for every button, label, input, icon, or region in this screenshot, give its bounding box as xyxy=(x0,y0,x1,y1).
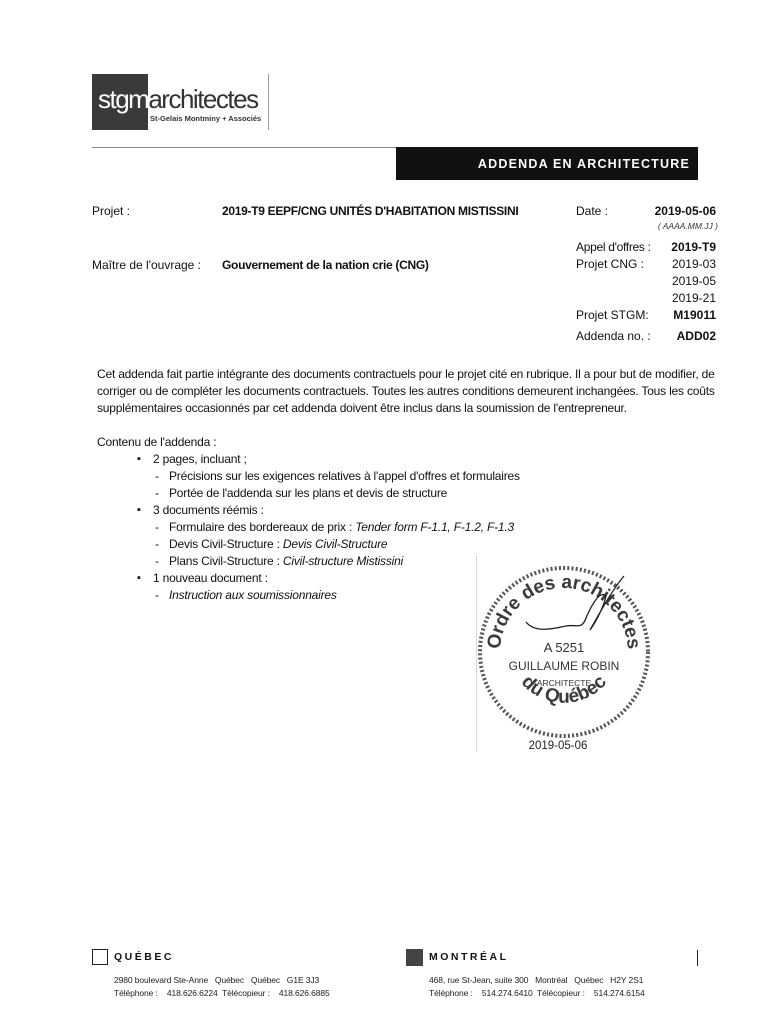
sub-item: - Plans Civil-Structure : Civil-structure Mistissini xyxy=(155,554,404,568)
sub-item: - Devis Civil-Structure : Devis Civil-Structure xyxy=(155,537,388,551)
logo-subtitle: St-Gelais Montminy + Associés xyxy=(150,114,262,123)
list-item: ▪ 1 nouveau document : xyxy=(97,570,617,587)
stgm-value: M19011 xyxy=(673,308,716,322)
montreal-address: 468, rue St-Jean, suite 300 Montréal Québec H2Y 2S1 xyxy=(429,975,644,985)
quebec-phone: Téléphone : 418.626.6224 Télécopieur : 418.626.6885 xyxy=(114,988,330,998)
sub-item: - Formulaire des bordereaux de prix : Tender form F-1.1, F-1.2, F-1.3 xyxy=(155,520,514,534)
cng-value-2: 2019-05 xyxy=(671,274,716,288)
quebec-address: 2980 boulevard Ste-Anne Québec Québec G1E 3J3 xyxy=(114,975,320,985)
header-rule xyxy=(92,147,397,148)
owner-value: Gouvernement de la nation crie (CNG) xyxy=(222,258,429,272)
owner-label: Maître de l'ouvrage : xyxy=(92,258,202,272)
company-logo xyxy=(92,74,270,130)
addenda-label: Addenda no. : xyxy=(576,329,651,343)
intro-paragraph: Cet addenda fait partie intégrante des documents contractuels pour le projet cité en rubrique. Il a pour but de modifier, de corriger ou de compléter les documents contractuels. Toutes les autres conditions demeurent inchangées. Tous les coûts supplémentaires occasionnés par cet addenda doivent être inclus dans la soumission de l'entrepreneur. xyxy=(97,367,715,415)
project-label: Projet : xyxy=(92,204,131,218)
project-value: 2019-T9 EEPF/CNG UNITÉS D'HABITATION MISTISSINI xyxy=(222,204,519,218)
addenda-value: ADD02 xyxy=(676,329,716,343)
seal-date: 2019-05-06 xyxy=(528,740,588,752)
list-item: ▪ 2 pages, incluant ; xyxy=(97,451,617,468)
contents-heading: Contenu de l'addenda : xyxy=(97,435,217,449)
stgm-label: Projet STGM: xyxy=(576,308,649,322)
tender-label: Appel d'offres : xyxy=(576,240,651,254)
seal-number: A 5251 xyxy=(543,640,585,655)
cng-label: Projet CNG : xyxy=(576,257,645,271)
cng-value-1: 2019-03 xyxy=(671,257,716,271)
tender-value: 2019-T9 xyxy=(671,240,716,254)
seal-role: ARCHITECTE xyxy=(536,678,592,688)
montreal-box-icon xyxy=(406,949,423,966)
sub-item: - Instruction aux soumissionnaires xyxy=(155,588,337,602)
document-title: ADDENDA EN ARCHITECTURE xyxy=(396,147,698,180)
sub-item: - Portée de l'addenda sur les plans et devis de structure xyxy=(155,486,448,500)
logo-wordmark: stgmarchitectes xyxy=(98,84,258,114)
date-format: ( AAAA.MM.JJ ) xyxy=(657,221,718,231)
quebec-office-title: QUÉBEC xyxy=(114,951,174,963)
date-label: Date : xyxy=(576,204,609,218)
date-value: 2019-05-06 xyxy=(654,204,716,218)
seal-bottom-text: du Québec xyxy=(517,671,611,708)
montreal-phone: Téléphone : 514.274.6410 Télécopieur : 514.274.6154 xyxy=(429,988,645,998)
montreal-office-title: MONTRÉAL xyxy=(429,951,509,963)
architect-seal xyxy=(474,560,654,740)
footer-divider xyxy=(697,950,698,966)
cng-value-3: 2019-21 xyxy=(671,291,716,305)
list-item: ▪ 3 documents réémis : xyxy=(97,502,617,519)
seal-name: GUILLAUME ROBIN xyxy=(508,659,620,673)
logo-divider xyxy=(268,74,269,130)
seal-top-text: Ordre des architectes xyxy=(483,571,645,651)
quebec-box-icon xyxy=(92,949,108,965)
sub-item: - Précisions sur les exigences relatives à l'appel d'offres et formulaires xyxy=(155,469,520,483)
